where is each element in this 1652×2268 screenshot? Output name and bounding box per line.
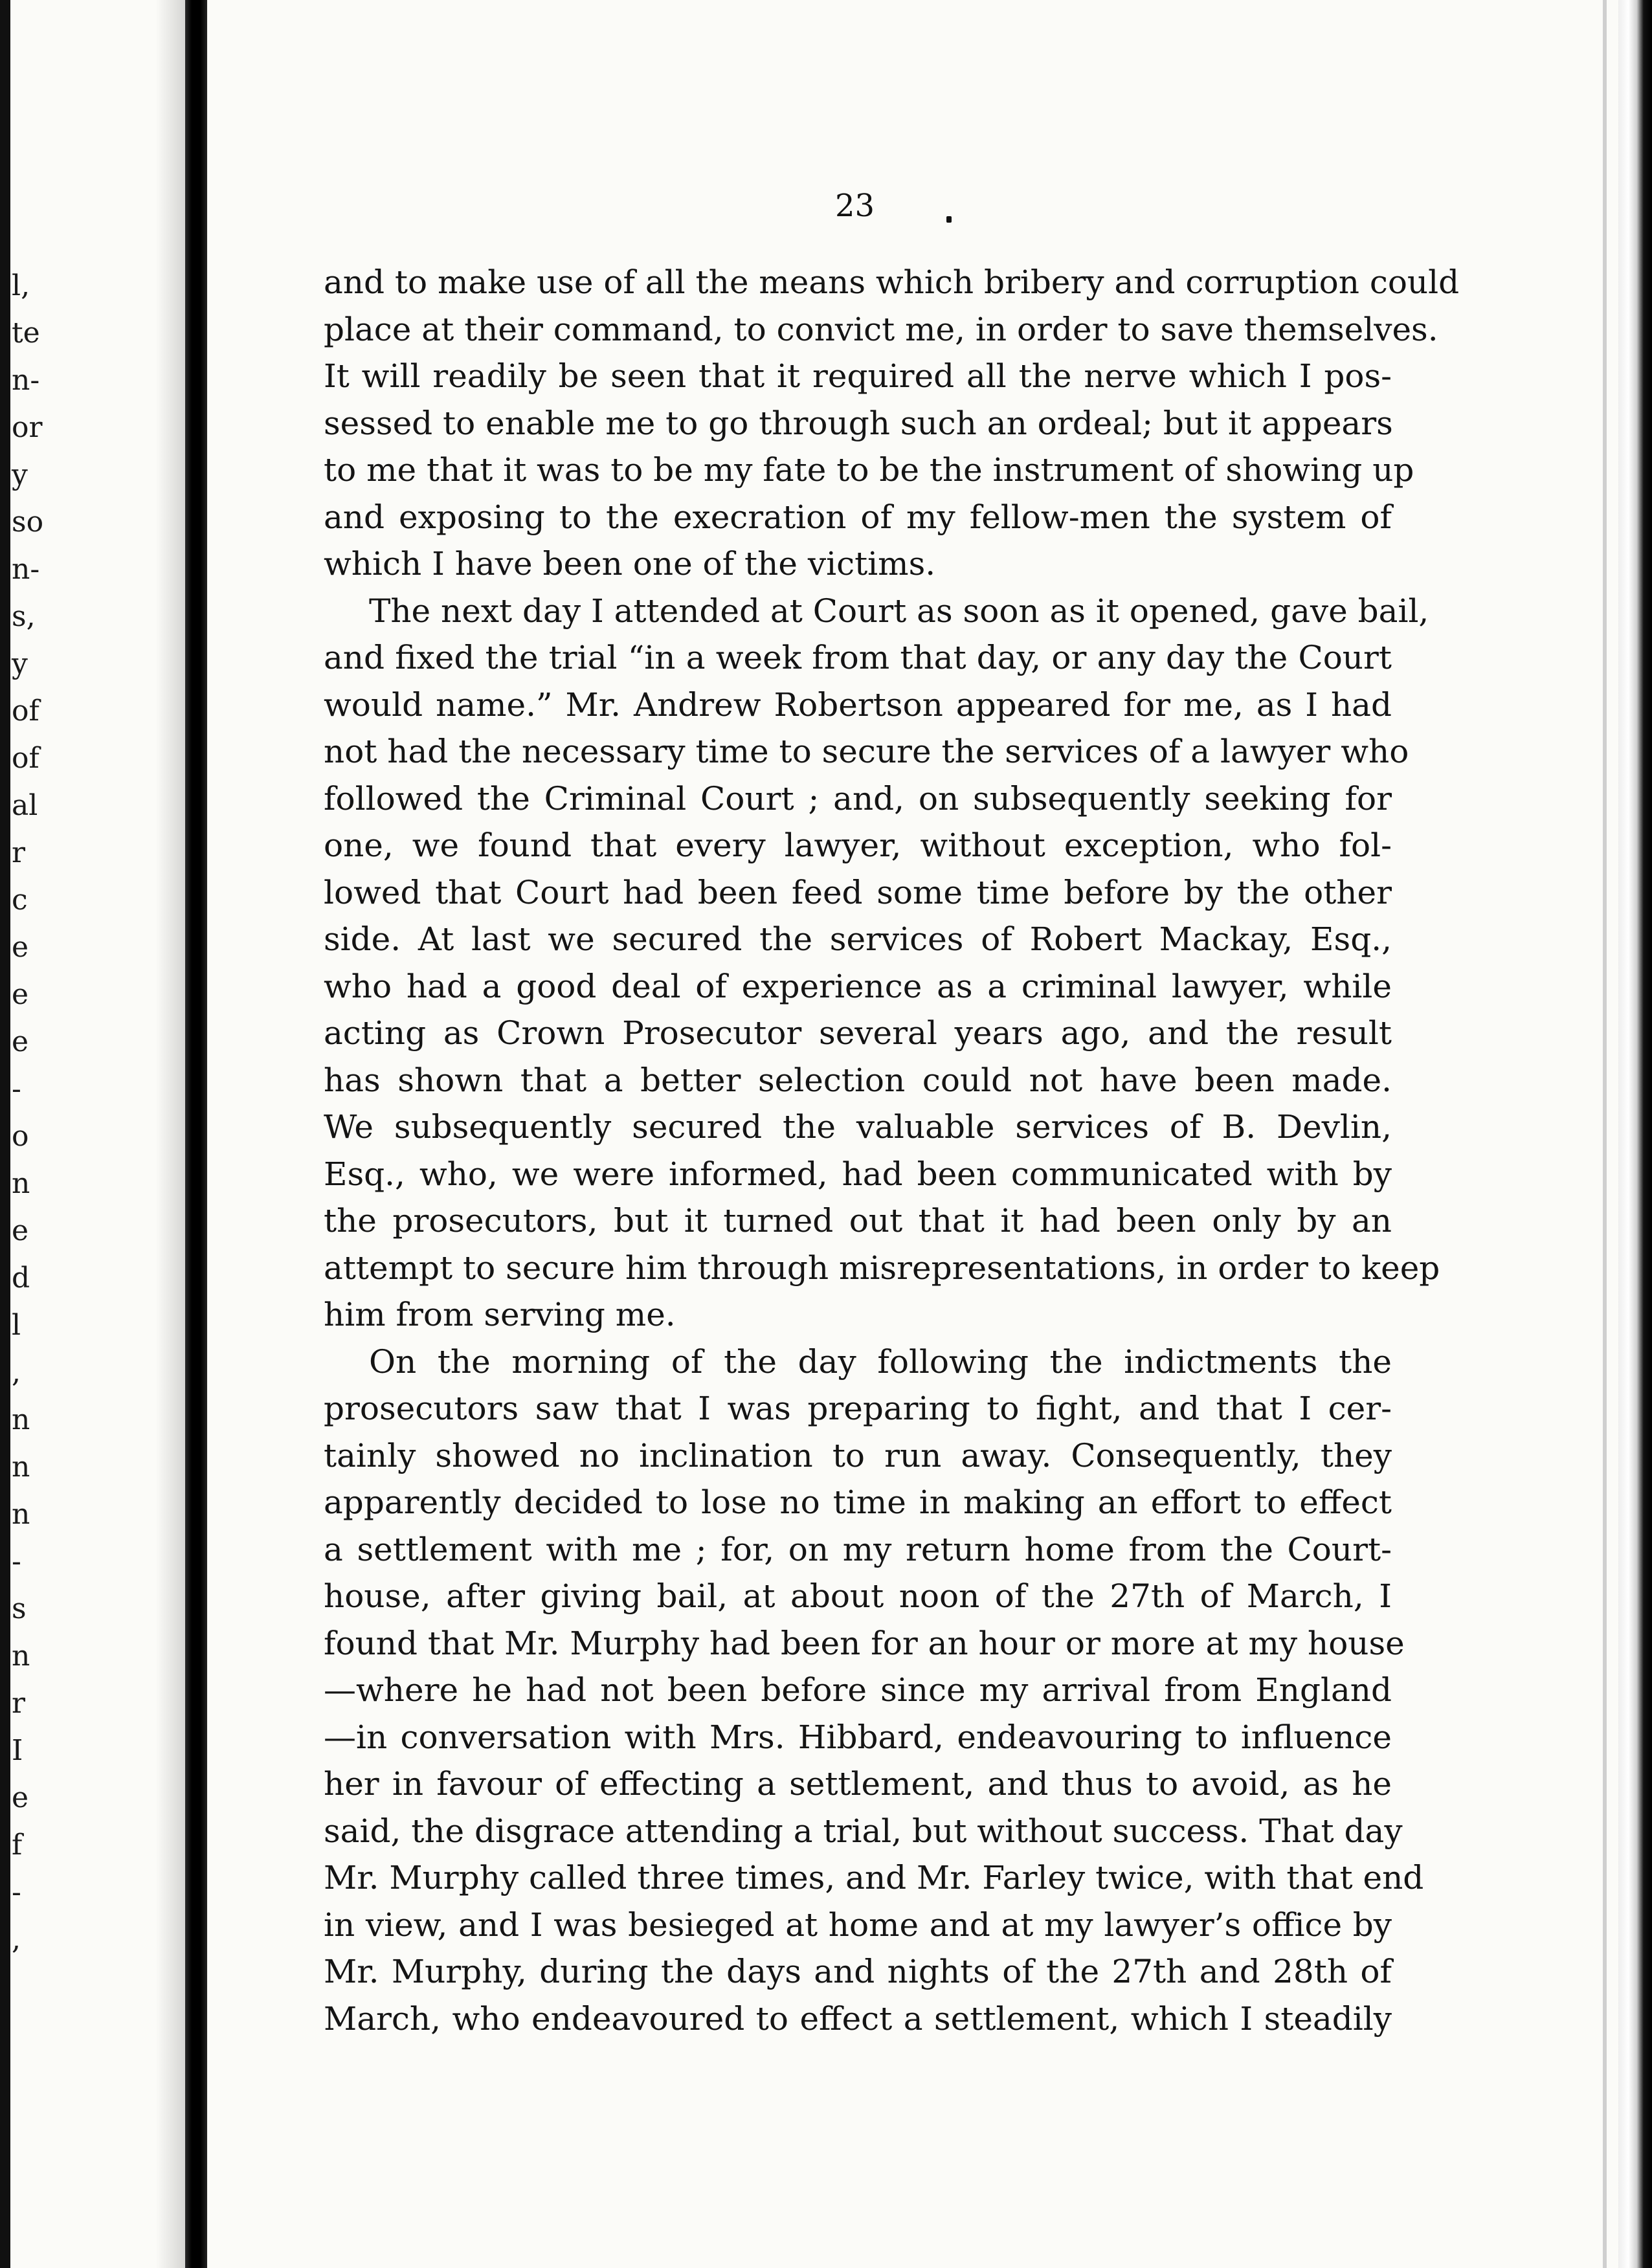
margin-fragment: r [12, 836, 26, 869]
text-line: and fixed the trial “in a week from that day, or any day the Court [324, 639, 1392, 676]
text-line: acting as Crown Prosecutor several years ago, and the result [324, 1014, 1392, 1052]
text-line: him from serving me. [324, 1296, 676, 1333]
margin-fragment: f [12, 1829, 23, 1862]
text-line: in view, and I was besieged at home and at my lawyer’s office by [324, 1906, 1392, 1944]
margin-fragment: n- [12, 364, 40, 397]
margin-fragment: o [12, 1120, 29, 1153]
text-line: followed the Criminal Court ; and, on subsequently seeking for [324, 779, 1392, 817]
text-line: not had the necessary time to secure the services of a lawyer who [324, 733, 1409, 770]
margin-fragment: - [12, 1876, 21, 1909]
margin-fragment: n [12, 1640, 30, 1673]
margin-fragment: n [12, 1498, 30, 1531]
margin-fragment: e [12, 978, 29, 1011]
text-line: prosecutors saw that I was preparing to fight, and that I cer- [324, 1390, 1392, 1427]
text-line: house, after giving bail, at about noon of the 27th of March, I [324, 1577, 1392, 1615]
margin-fragment: n- [12, 553, 40, 586]
margin-fragment: - [12, 1545, 21, 1578]
margin-fragment: r [12, 1687, 26, 1720]
text-line: place at their command, to convict me, in order to save themselves. [324, 310, 1438, 348]
margin-fragment: of [12, 695, 39, 728]
margin-fragment: y [12, 647, 28, 680]
margin-fragment: c [12, 884, 28, 917]
text-line: one, we found that every lawyer, without exception, who fol- [324, 827, 1392, 864]
text-line: Mr. Murphy, during the days and nights of the 27th and 28th of [324, 1953, 1392, 1990]
text-line: would name.” Mr. Andrew Robertson appeared for me, as I had [324, 685, 1392, 724]
margin-fragment: , [12, 1356, 21, 1389]
margin-fragment: te [12, 317, 40, 350]
text-line: a settlement with me ; for, on my return home from the Court- [324, 1530, 1392, 1568]
text-line: sessed to enable me to go through such an ordeal; but it appears [324, 404, 1393, 442]
margin-fragment: l, [12, 269, 30, 302]
margin-fragment: s, [12, 600, 36, 633]
text-line: Esq., who, we were informed, had been communicated with by [324, 1155, 1392, 1193]
text-line: which I have been one of the victims. [324, 545, 936, 583]
text-line: has shown that a better selection could not have been made. [324, 1061, 1392, 1099]
page-number: 23 [835, 188, 875, 224]
text-line: —where he had not been before since my arrival from England [324, 1671, 1392, 1709]
margin-fragment: of [12, 742, 39, 775]
margin-fragment: e [12, 1214, 29, 1247]
text-line: March, who endeavoured to effect a settlement, which I steadily [324, 1999, 1392, 2038]
right-book-edge [1618, 0, 1652, 2268]
text-line: tainly showed no inclination to run away. Consequently, they [324, 1436, 1392, 1474]
text-line: lowed that Court had been feed some time before by the other [324, 873, 1392, 911]
margin-fragment: or [12, 411, 43, 444]
margin-fragment: y [12, 458, 28, 491]
page-number-dot [946, 216, 952, 223]
margin-fragment: so [12, 506, 44, 539]
gutter-shadow [155, 0, 185, 2268]
text-line: —in conversation with Mrs. Hibbard, endeavouring to influence [324, 1718, 1392, 1756]
text-line: On the morning of the day following the indictments the [369, 1342, 1392, 1381]
text-line: and exposing to the execration of my fellow-men the system of [324, 498, 1392, 536]
text-line: said, the disgrace attending a trial, but without success. That day [324, 1812, 1403, 1850]
text-line: to me that it was to be my fate to be the instrument of showing up [324, 451, 1414, 489]
margin-fragment: , [12, 1923, 21, 1956]
margin-fragment: n [12, 1403, 30, 1436]
margin-fragment: e [12, 1781, 29, 1814]
text-line: apparently decided to lose no time in making an effort to effect [324, 1484, 1392, 1521]
text-line: the prosecutors, but it turned out that it had been only by an [324, 1202, 1392, 1240]
text-line: found that Mr. Murphy had been for an hour or more at my house [324, 1624, 1405, 1662]
text-line: side. At last we secured the services of Robert Mackay, Esq., [324, 920, 1392, 958]
book-gutter [185, 0, 207, 2268]
margin-fragment: e [12, 1025, 29, 1058]
margin-fragment: al [12, 789, 38, 822]
text-line: and to make use of all the means which bribery and corruption could [324, 263, 1460, 301]
text-line: We subsequently secured the valuable services of B. Devlin, [324, 1108, 1392, 1146]
margin-fragment: - [12, 1073, 21, 1106]
margin-fragment: n [12, 1451, 30, 1484]
margin-fragment: e [12, 931, 29, 964]
margin-fragment: d [12, 1262, 30, 1295]
text-line: The next day I attended at Court as soon as it opened, gave bail, [369, 592, 1429, 630]
text-line: Mr. Murphy called three times, and Mr. Farley twice, with that end [324, 1859, 1424, 1896]
text-line: who had a good deal of experience as a criminal lawyer, while [324, 967, 1392, 1005]
margin-fragment: s [12, 1592, 27, 1625]
body-text [324, 259, 1460, 2042]
text-line: It will readily be seen that it required all the nerve which I pos- [324, 357, 1392, 395]
right-page-edge-line [1603, 0, 1607, 2268]
text-line: her in favour of effecting a settlement, and thus to avoid, as he [324, 1765, 1392, 1803]
margin-fragment: l [12, 1309, 21, 1342]
margin-fragment: I [12, 1734, 23, 1767]
margin-fragment: n [12, 1167, 30, 1200]
text-line: attempt to secure him through misrepresentations, in order to keep [324, 1249, 1440, 1287]
